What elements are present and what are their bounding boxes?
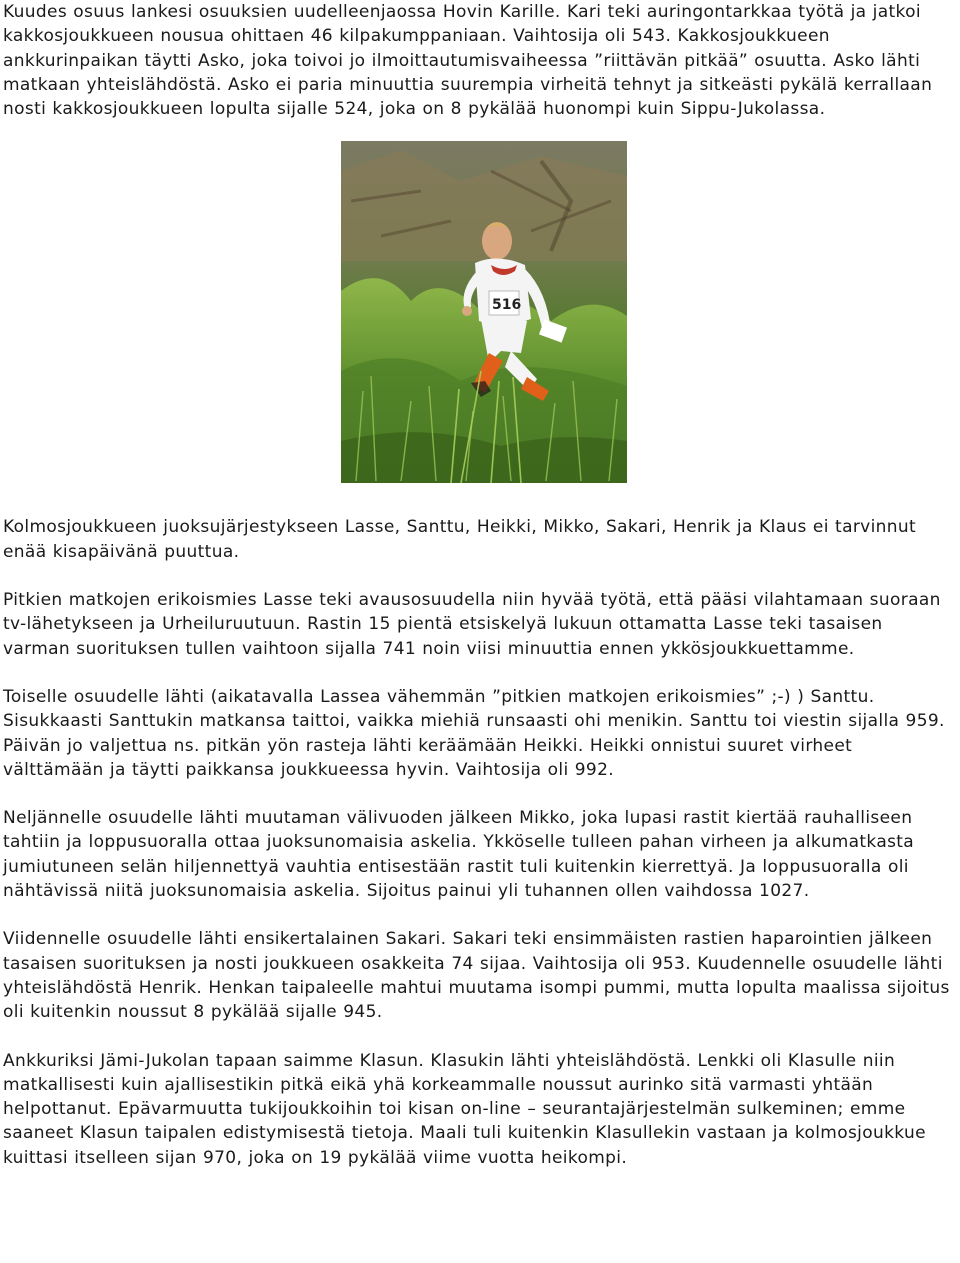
paragraph-mikko: Neljännelle osuudelle lähti muutaman välivuoden jälkeen Mikko, joka lupasi rastit kiertää rauhalliseen tahtiin ja loppusuoralla ottaa juoksunomaisia askelia. Ykköselle tulleen pahan virheen ja alkumatkasta jumiutuneen selän hiljennettyä vauhtia entisestään rastit tuli kuitenkin kierrettyä. Ja loppusuoralla oli nähtävissä niitä juoksunomaisia askelia. Sijoitus painui yli tuhannen ollen vaihdossa 1027.	[3, 808, 915, 902]
intro-paragraph: Kuudes osuus lankesi osuuksien uudelleenjaossa Hovin Karille. Kari teki auringontarkkaa työtä ja jatkoi kakkosjoukkueen nousua ohittaen 46 kilpakumppaniaan. Vaihtosija oli 543. Kakkosjoukkueen ankkurinpaikan täytti Asko, joka toivoi jo ilmoittautumisvaiheessa ”riittävän pitkää” osuutta. Asko lähti matkaan yhteislähdöstä. Asko ei paria minuuttia suurempia virheitä tehnyt ja sitkeästi pykälä kerrallaan nosti kakkosjoukkueen lopulta sijalle 524, joka on 8 pykälää huonompi kuin Sippu-Jukolassa.	[3, 2, 933, 120]
runner-photo	[341, 141, 627, 483]
paragraph-sakari-henrik: Viidennelle osuudelle lähti ensikertalainen Sakari. Sakari teki ensimmäisten rastien haparointien jälkeen tasaisen suorituksen ja nosti joukkueen osakkeita 74 sijaa. Vaihtosija oli 953. Kuudennelle osuudelle lähti yhteislähdöstä Henrik. Henkan taipaleelle mahtui muutama isompi pummi, mutta lopulta maalissa sijoitus oli kuitenkin noussut 8 pykälää sijalle 945.	[3, 929, 950, 1023]
orienteering-runner-photo-icon	[341, 141, 627, 483]
paragraph-team3-order: Kolmosjoukkueen juoksujärjestykseen Lasse, Santtu, Heikki, Mikko, Sakari, Henrik ja Klaus ei tarvinnut enää kisapäivänä puuttua.	[3, 517, 917, 562]
paragraph-lasse: Pitkien matkojen erikoismies Lasse teki avausosuudella niin hyvää työtä, että pääsi vilahtamaan suoraan tv-lähetykseen ja Urheiluruutuun. Rastin 15 pientä etsiskelyä lukuun ottamatta Lasse teki tasaisen varman suorituksen tullen vaihtoon sijalla 741 noin viisi minuuttia ennen ykkösjoukkuettamme.	[3, 590, 941, 659]
bib-number: 516	[492, 297, 522, 314]
paragraph-santtu-heikki: Toiselle osuudelle lähti (aikatavalla Lassea vähemmän ”pitkien matkojen erikoismies” ;-) ) Santtu. Sisukkaasti Santtukin matkansa taittoi, vaikka miehiä runsaasti ohi menikin. Santtu toi viestin sijalla 959. Päivän jo valjettua ns. pitkän yön rasteja lähti keräämään Heikki. Heikki onnistui suuret virheet välttämään ja täytti paikkansa joukkueessa hyvin. Vaihtosija oli 992.	[3, 686, 945, 780]
paragraph-klaus: Ankkuriksi Jämi-Jukolan tapaan saimme Klasun. Klasukin lähti yhteislähdöstä. Lenkki oli Klasulle niin matkallisesti kuin ajallisestikin pitkä eikä yhä korkeammalle noussut aurinko sitä varmasti yhtään helpottanut. Epävarmuutta tukijoukkoihin toi kisan on-line – seurantajärjestelmän sulkeminen; emme saaneet Klasun taipalen edistymisestä tietoja. Maali tuli kuitenkin Klasullekin vastaan ja kolmosjoukkue kuittasi itselleen sijan 970, joka on 19 pykälää viime vuotta heikompi.	[3, 1050, 926, 1168]
document-body	[3, 0, 955, 1170]
